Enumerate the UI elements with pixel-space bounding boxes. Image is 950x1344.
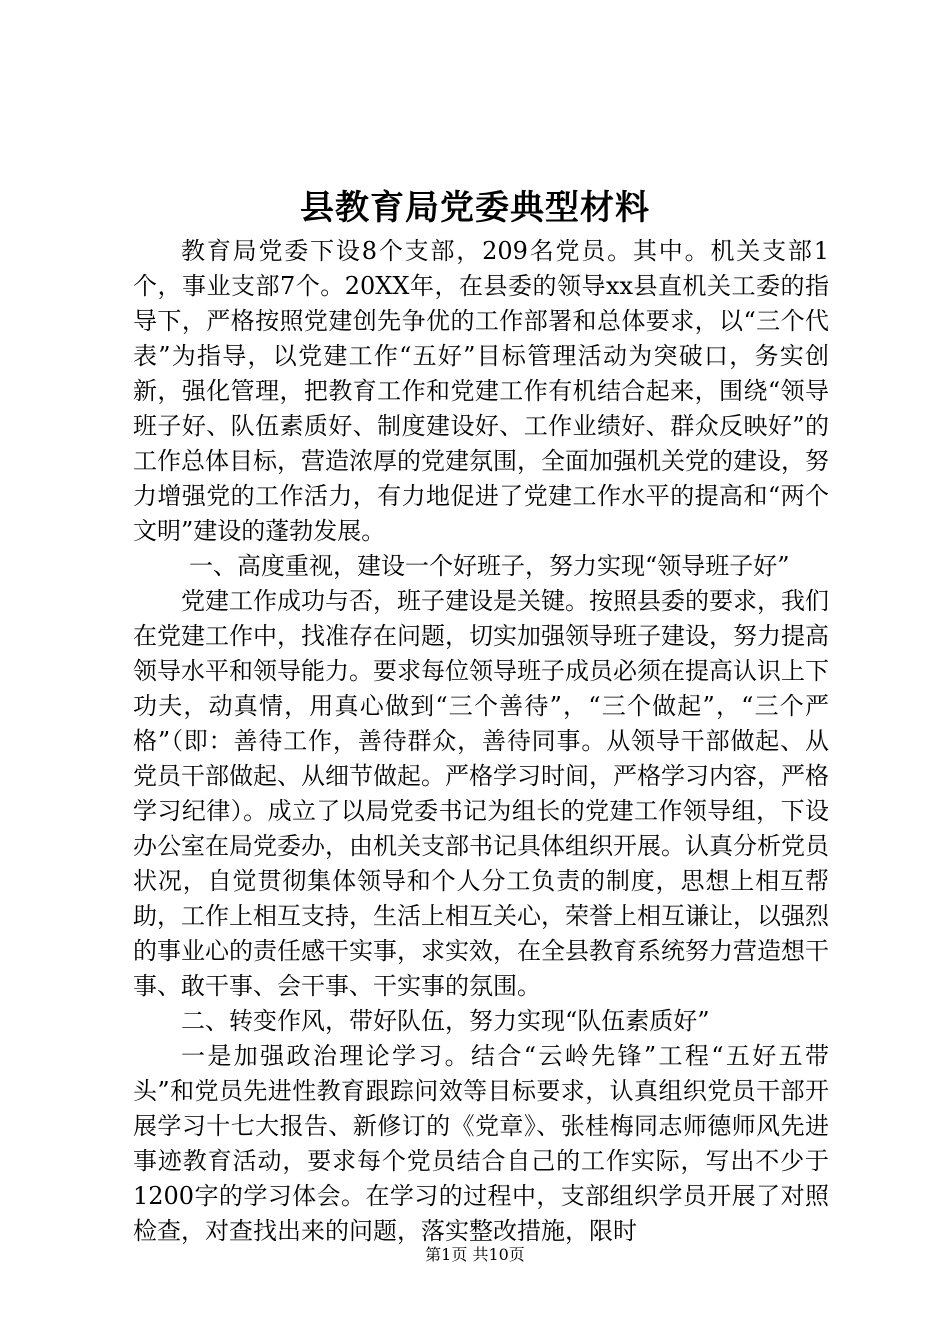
paragraph-leadership: 党建工作成功与否，班子建设是关键。按照县委的要求，我们在党建工作中，找准存在问题，切实加强领导班子建设，努力提高领导水平和领导能力。要求每位领导班子成员必须在提高认识上下功夫，动真情，用真心做到“三个善待”，“三个做起”，“三个严格”（即：善待工作，善待群众，善待同事。从领导干部做起、从党员干部做起、从细节做起。严格学习时间，严格学习内容，严格学习纪律）。成立了以局党委书记为组长的党建工作领导组，下设办公室在局党委办，由机关支部书记具体组织开展。认真分析党员状况，自觉贯彻集体领导和个人分工负责的制度，思想上相互帮助，工作上相互支持，生活上相互关心，荣誉上相互谦让，以强烈的事业心的责任感干实事，求实效，在全县教育系统努力营造想干事、敢干事、会干事、干实事的氛围。 bbox=[133, 587, 829, 1000]
page-number-footer: 第1页 共10页 bbox=[425, 1245, 525, 1264]
document-title: 县教育局党委典型材料 bbox=[300, 188, 650, 228]
document-body bbox=[133, 234, 829, 1249]
section-heading-one: 一、高度重视，建设一个好班子，努力实现“领导班子好” bbox=[189, 552, 790, 580]
section-heading-two: 二、转变作风，带好队伍，努力实现“队伍素质好” bbox=[181, 1007, 710, 1035]
paragraph-theory-study: 一是加强政治理论学习。结合“云岭先锋”工程“五好五带头”和党员先进性教育跟踪问效等目标要求，认真组织党员干部开展学习十七大报告、新修订的《党章》、张桂梅同志师德师风先进事迹教育活动，要求每个党员结合自己的工作实际，写出不少于1200字的学习体会。在学习的过程中，支部组织学员开展了对照检查，对查找出来的问题，落实整改措施，限时 bbox=[133, 1042, 829, 1245]
paragraph-intro: 教育局党委下设8个支部，209名党员。其中。机关支部1个，事业支部7个。20XX年，在县委的领导xx县直机关工委的指导下，严格按照党建创先争优的工作部署和总体要求，以“三个代表”为指导，以党建工作“五好”目标管理活动为突破口，务实创新，强化管理，把教育工作和党建工作有机结合起来，围绕“领导班子好、队伍素质好、制度建设好、工作业绩好、群众反映好”的工作总体目标，营造浓厚的党建氛围，全面加强机关党的建设，努力增强党的工作活力，有力地促进了党建工作水平的提高和“两个文明”建设的蓬勃发展。 bbox=[133, 237, 829, 545]
